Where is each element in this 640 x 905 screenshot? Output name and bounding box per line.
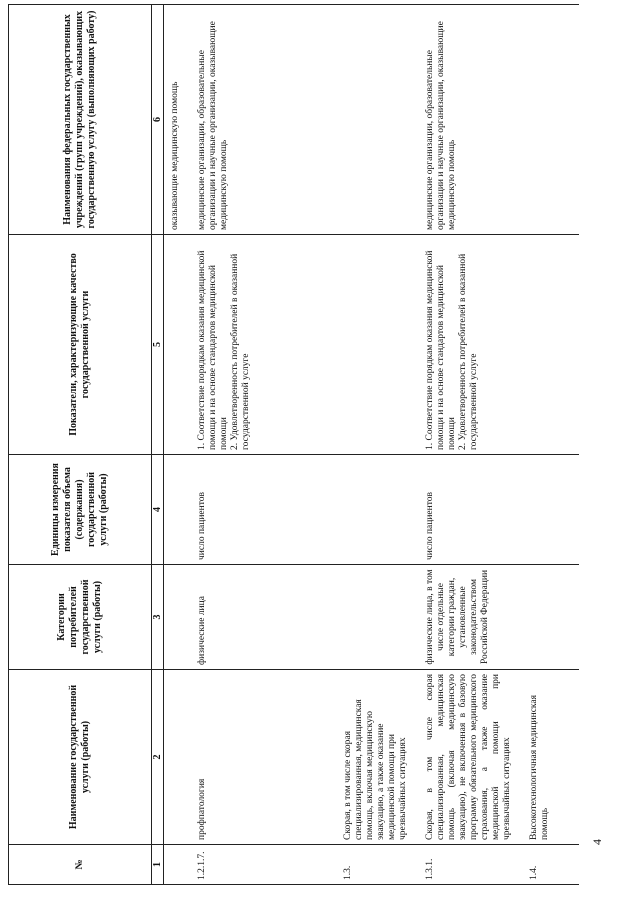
volume-unit: [523, 455, 579, 565]
service-name: Скорая, в том числе скорая специализированная, медицинская помощь (включая медицинскую эвакуацию), не включенная в базовую программу обязательного медицинского страхования, а также оказание медицинской помощи при чрезвычайных ситуациях: [419, 670, 523, 845]
quality-indicators: 1. Соответствие порядкам оказания медицинской помощи и на основе стандартов медицинской помощи 2. Удовлетворенность потребителей в оказанной государственной услуге: [191, 235, 337, 455]
column-number: 4: [152, 455, 164, 565]
quality-indicators: [523, 235, 579, 455]
header-service-name: Наименование государственной услуги (работы): [9, 670, 152, 845]
volume-unit: [337, 455, 419, 565]
quality-indicators: 1. Соответствие порядкам оказания медицинской помощи и на основе стандартов медицинской помощи 2. Удовлетворенность потребителей в оказанной государственной услуге: [419, 235, 523, 455]
institutions: медицинские организации, образовательные организации и научные организации, оказывающие медицинскую помощь: [191, 5, 337, 235]
consumer-category: физические лица, в том числе отдельные категории граждан, установленные законодательством Российской Федерации: [419, 565, 523, 670]
consumer-category: [337, 565, 419, 670]
volume-unit: число пациентов: [191, 455, 337, 565]
header-consumers: Категории потребителей государственной услуги (работы): [9, 565, 152, 670]
header-number: №: [9, 845, 152, 885]
row-number: 1.3.1.: [419, 845, 523, 885]
volume-unit: [164, 455, 192, 565]
column-number: 1: [152, 845, 164, 885]
column-number: 5: [152, 235, 164, 455]
consumer-category: физические лица: [191, 565, 337, 670]
volume-unit: число пациентов: [419, 455, 523, 565]
column-number: 3: [152, 565, 164, 670]
quality-indicators: [164, 235, 192, 455]
institutions: медицинские организации, образовательные организации и научные организации, оказывающие медицинскую помощь: [419, 5, 523, 235]
row-number: 1.3.: [337, 845, 419, 885]
consumer-category: [523, 565, 579, 670]
service-name: Скорая, в том числе скорая специализированная, медицинская помощь, включая медицинскую эвакуацию, а также оказание медицинской помощи при чрезвычайных ситуациях: [337, 670, 419, 845]
table-row: [419, 5, 523, 885]
page-number: 4: [590, 839, 604, 845]
consumer-category: [164, 565, 192, 670]
row-number: [164, 845, 192, 885]
table-row: [337, 5, 419, 885]
table-row: [191, 5, 337, 885]
column-number: 6: [152, 5, 164, 235]
row-number: 1.4.: [523, 845, 579, 885]
institutions: [523, 5, 579, 235]
service-name: [164, 670, 192, 845]
column-number-row: [152, 5, 164, 885]
services-table: [8, 4, 579, 885]
service-name: профпатология: [191, 670, 337, 845]
row-number: 1.2.1.7.: [191, 845, 337, 885]
institutions: оказывающие медицинскую помощь: [164, 5, 192, 235]
service-name: Высокотехнологичная медицинская помощь: [523, 670, 579, 845]
table-row: [523, 5, 579, 885]
quality-indicators: [337, 235, 419, 455]
column-number: 2: [152, 670, 164, 845]
header-institutions: Наименования федеральных государственных учреждений (групп учреждений), оказывающих государственную услугу (выполняющих работу): [9, 5, 152, 235]
table-row: [164, 5, 192, 885]
header-row: [9, 5, 152, 885]
header-units: Единицы измерения показателя объема (содержания) государственной услуги (работы): [9, 455, 152, 565]
institutions: [337, 5, 419, 235]
header-quality: Показатели, характеризующие качество государственной услуги: [9, 235, 152, 455]
